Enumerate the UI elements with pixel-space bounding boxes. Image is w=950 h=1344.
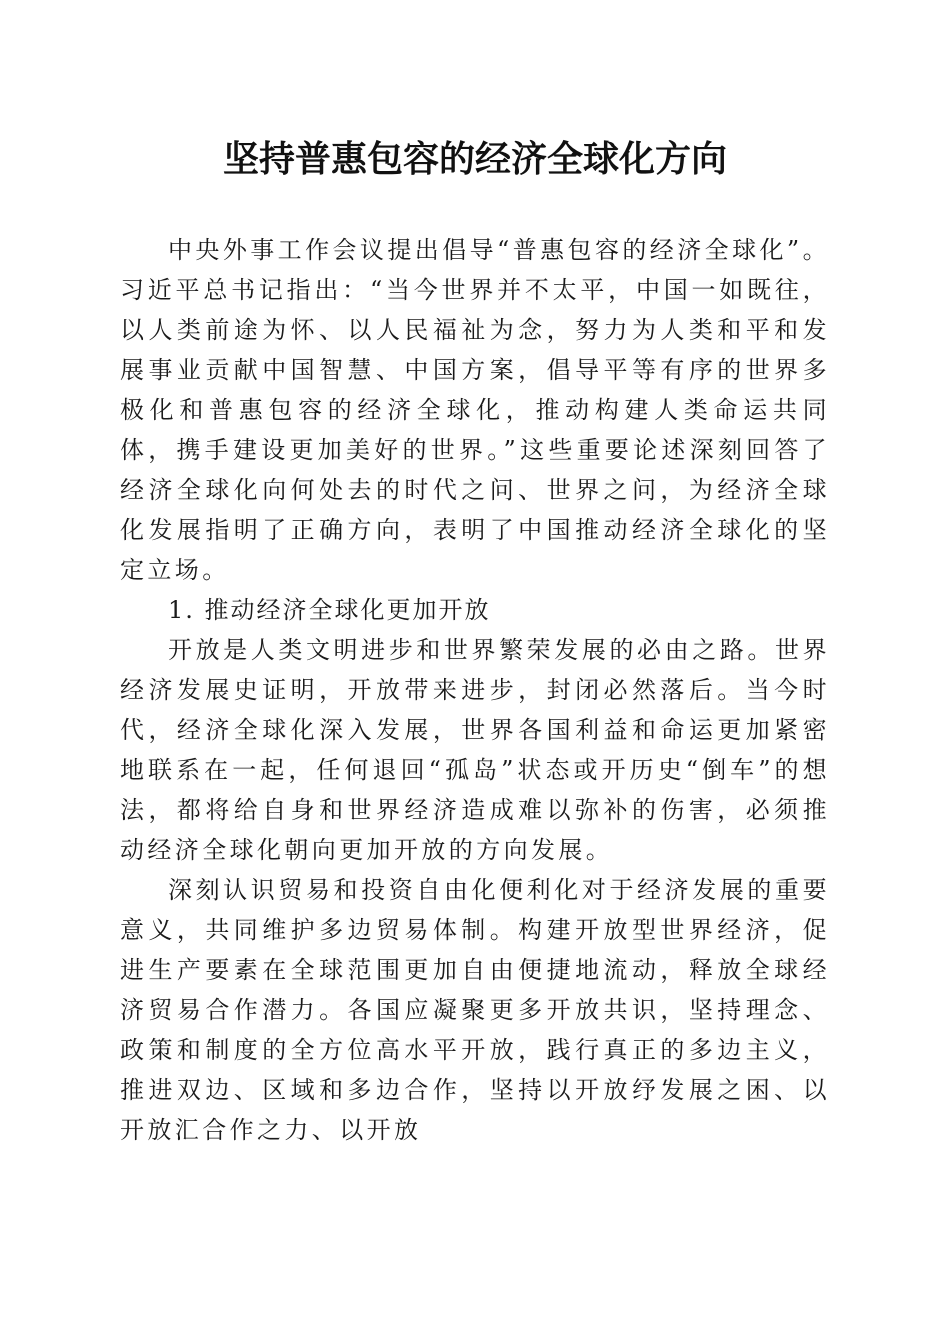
section-heading: 1. 推动经济全球化更加开放 bbox=[168, 596, 491, 624]
document-title: 坚持普惠包容的经济全球化方向 bbox=[222, 138, 727, 180]
section-paragraph: 开放是人类文明进步和世界繁荣发展的必由之路。世界经济发展史证明，开放带来进步，封闭必然落后。当今时代，经济全球化深入发展，世界各国利益和命运更加紧密地联系在一起，任何退回“孤岛”状态或开历史“倒车”的想法，都将给自身和世界经济造成难以弥补的伤害，必须推动经济全球化朝向更加开放的方向发展。 bbox=[120, 636, 830, 864]
intro-paragraph: 中央外事工作会议提出倡导“普惠包容的经济全球化”。习近平总书记指出：“当今世界并不太平，中国一如既往，以人类前途为怀、以人民福祉为念，努力为人类和平和发展事业贡献中国智慧、中国方案，倡导平等有序的世界多极化和普惠包容的经济全球化，推动构建人类命运共同体，携手建设更加美好的世界。”这些重要论述深刻回答了经济全球化向何处去的时代之问、世界之问，为经济全球化发展指明了正确方向，表明了中国推动经济全球化的坚定立场。 bbox=[120, 236, 830, 584]
section-paragraph: 深刻认识贸易和投资自由化便利化对于经济发展的重要意义，共同维护多边贸易体制。构建开放型世界经济，促进生产要素在全球范围更加自由便捷地流动，释放全球经济贸易合作潜力。各国应凝聚更多开放共识，坚持理念、政策和制度的全方位高水平开放，践行真正的多边主义，推进双边、区域和多边合作，坚持以开放纾发展之困、以开放汇合作之力、以开放 bbox=[120, 876, 830, 1144]
document-body bbox=[120, 230, 830, 1150]
